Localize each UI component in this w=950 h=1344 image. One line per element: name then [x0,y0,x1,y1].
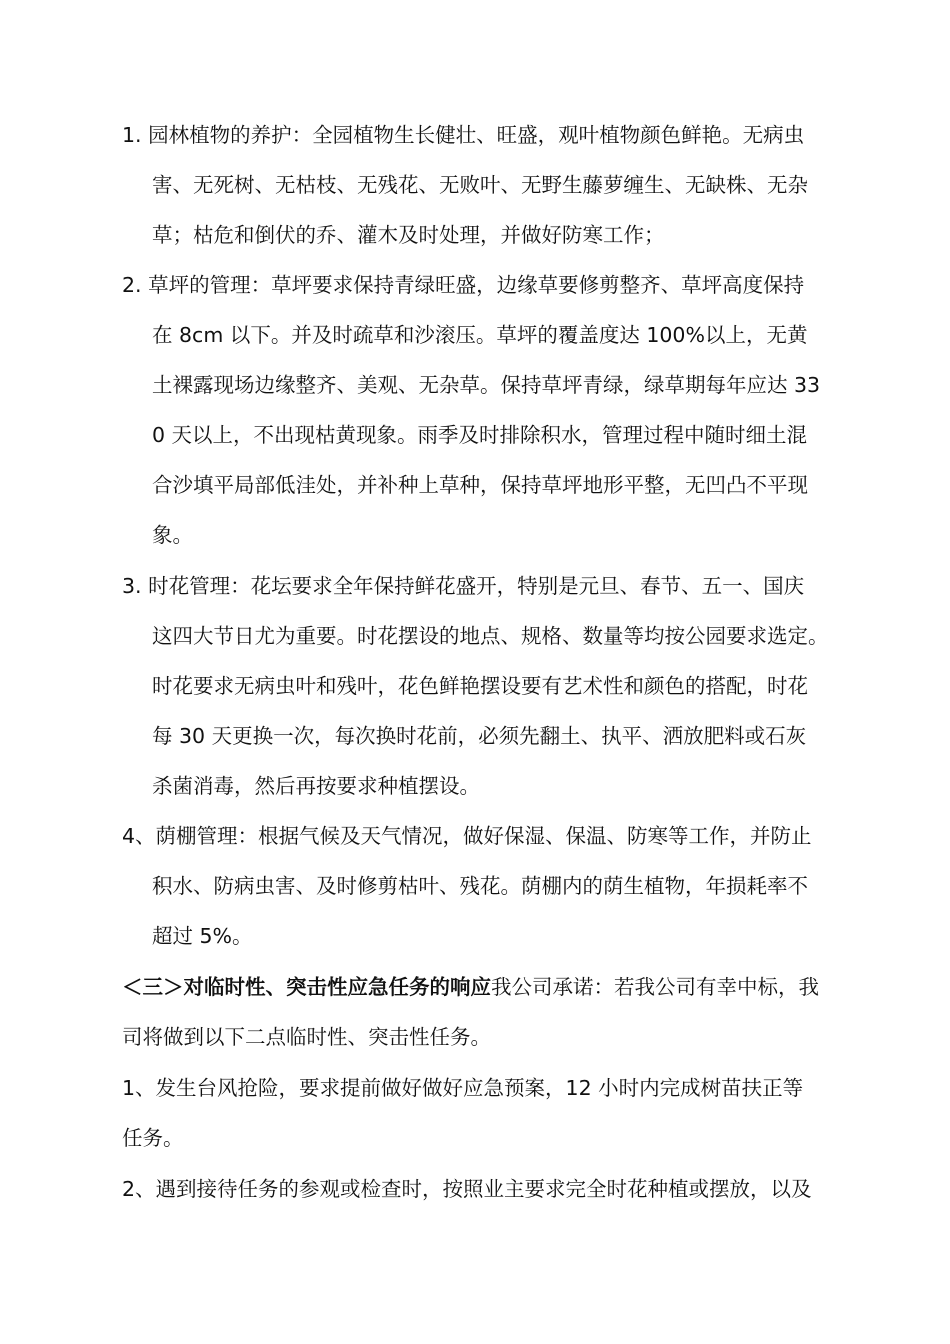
item-3-line-4: 每 30 天更换一次，每次换时花前，必须先翻土、执平、洒放肥料或石灰 [152,724,807,748]
item-1-line-1: 1. 园林植物的养护：全园植物生长健壮、旺盛，观叶植物颜色鲜艳。无病虫 [122,123,805,147]
item-2-line-2: 在 8cm 以下。并及时疏草和沙滚压。草坪的覆盖度达 100%以上，无黄 [152,323,808,347]
item-4-line-3: 超过 5%。 [152,924,253,948]
item-4-line-1: 4、荫棚管理：根据气候及天气情况，做好保湿、保温、防寒等工作，并防止 [122,824,812,848]
section-line-1 [122,973,819,1001]
item-4-line-2: 积水、防病虫害、及时修剪枯叶、残花。荫棚内的荫生植物，年损耗率不 [152,874,808,898]
item-3-line-5: 杀菌消毒，然后再按要求种植摆设。 [152,774,480,798]
item-2-line-3: 土裸露现场边缘整齐、美观、无杂草。保持草坪青绿，绿草期每年应达 33 [152,373,821,397]
section-intro: 我公司承诺：若我公司有幸中标，我 [491,975,819,999]
item-2-line-1: 2. 草坪的管理：草坪要求保持青绿旺盛，边缘草要修剪整齐、草坪高度保持 [122,273,805,297]
task-2-line-1: 2、遇到接待任务的参观或检查时，按照业主要求完全时花种植或摆放，以及 [122,1177,812,1201]
item-2-line-4: 0 天以上，不出现枯黄现象。雨季及时排除积水，管理过程中随时细土混 [152,423,808,447]
task-1-line-1: 1、发生台风抢险，要求提前做好做好应急预案，12 小时内完成树苗扶正等 [122,1076,804,1100]
item-1-line-3: 草；枯危和倒伏的乔、灌木及时处理，并做好防寒工作； [152,223,665,247]
item-2-line-6: 象。 [152,523,193,547]
item-1-line-2: 害、无死树、无枯枝、无残花、无败叶、无野生藤萝缠生、无缺株、无杂 [152,173,808,197]
item-3-line-3: 时花要求无病虫叶和残叶，花色鲜艳摆设要有艺术性和颜色的搭配，时花 [152,674,808,698]
item-2-line-5: 合沙填平局部低洼处，并补种上草种，保持草坪地形平整，无凹凸不平现 [152,473,808,497]
task-1-line-2: 任务。 [122,1126,184,1150]
section-heading: ＜三＞对临时性、突击性应急任务的响应 [122,975,491,999]
section-line-2: 司将做到以下二点临时性、突击性任务。 [122,1025,491,1049]
item-3-line-1: 3. 时花管理：花坛要求全年保持鲜花盛开，特别是元旦、春节、五一、国庆 [122,574,805,598]
item-3-line-2: 这四大节日尤为重要。时花摆设的地点、规格、数量等均按公园要求选定。 [152,624,829,648]
